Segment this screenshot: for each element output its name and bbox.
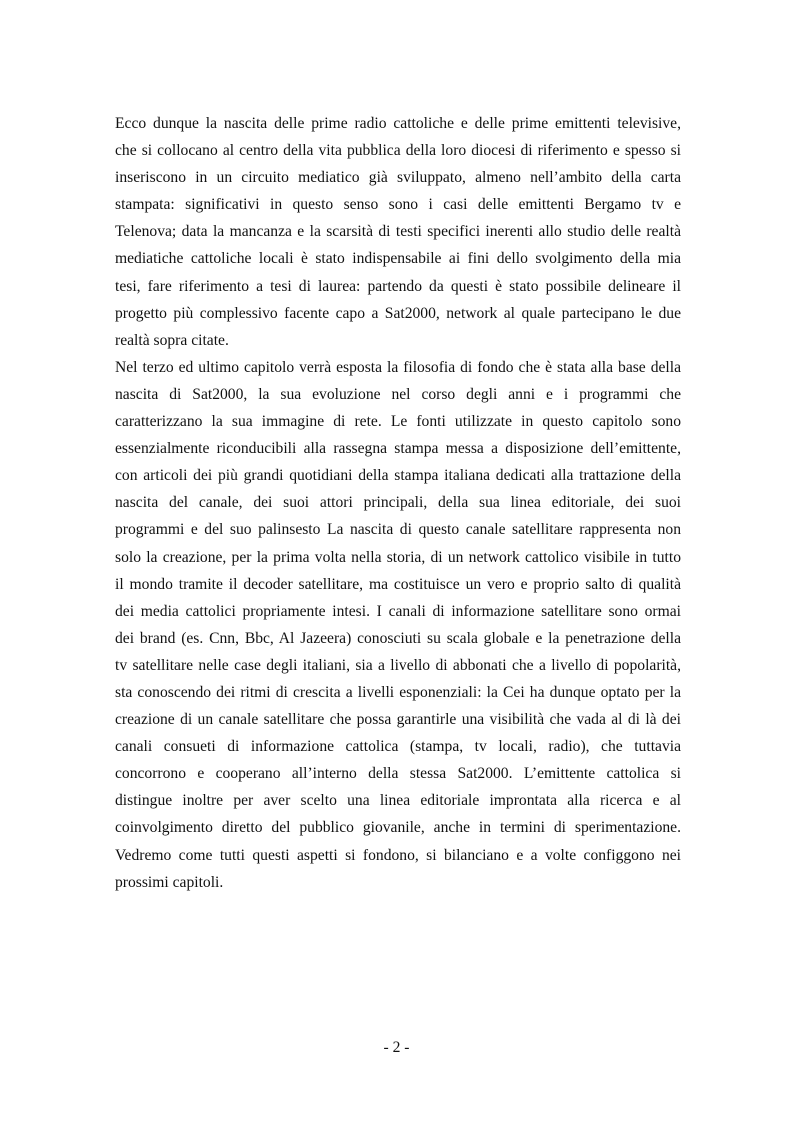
text-line: dei brand (es. Cnn, Bbc, Al Jazeera) conosciuti su scala globale e la penetrazione della: [115, 629, 681, 647]
text-line: Nel terzo ed ultimo capitolo verrà esposta la filosofia di fondo che è stata alla base della: [115, 358, 681, 376]
text-line: Ecco dunque la nascita delle prime radio cattoliche e delle prime emittenti televisive,: [115, 115, 681, 132]
text-line: programmi e del suo palinsesto La nascita di questo canale satellitare rappresenta non: [115, 521, 681, 539]
text-line: coinvolgimento diretto del pubblico giovanile, anche in termini di sperimentazione.: [115, 819, 681, 837]
text-line: progetto più complessivo facente capo a Sat2000, network al quale partecipano le due: [115, 304, 681, 322]
text-line: Vedremo come tutti questi aspetti si fondono, si bilanciano e a volte configgono nei: [115, 846, 681, 864]
text-line: il mondo tramite il decoder satellitare, ma costituisce un vero e proprio salto di qualità: [115, 575, 681, 593]
text-line: Telenova; data la mancanza e la scarsità di testi specifici inerenti allo studio delle realtà: [115, 223, 681, 241]
text-line: essenzialmente riconducibili alla rassegna stampa messa a disposizione dell’emittente,: [115, 440, 681, 458]
text-line: mediatiche cattoliche locali è stato indispensabile ai fini dello svolgimento della mia: [115, 250, 681, 268]
page-number: - 2 -: [383, 1039, 410, 1056]
text-line: concorrono e cooperano all’interno della stessa Sat2000. L’emittente cattolica si: [115, 765, 681, 783]
text-line: con articoli dei più grandi quotidiani della stampa italiana dedicati alla trattazione della: [115, 467, 681, 485]
text-line: nascita di Sat2000, la sua evoluzione nel corso degli anni e i programmi che: [115, 385, 681, 403]
text-line: sta conoscendo dei ritmi di crescita a livelli esponenziali: la Cei ha dunque optato per la: [115, 683, 681, 701]
text-line: solo la creazione, per la prima volta nella storia, di un network cattolico visibile in tutto: [115, 548, 681, 566]
text-line: tesi, fare riferimento a tesi di laurea: partendo da questi è stato possibile delineare il: [115, 277, 681, 295]
text-line: creazione di un canale satellitare che possa garantirle una visibilità che vada al di là dei: [115, 711, 681, 729]
text-line: prossimi capitoli.: [115, 873, 224, 891]
text-line: inseriscono in un circuito mediatico già sviluppato, almeno nell’ambito della carta: [115, 169, 681, 187]
text-line: caratterizzano la sua immagine di rete. Le fonti utilizzate in questo capitolo sono: [115, 413, 681, 431]
text-line: nascita del canale, dei suoi attori principali, della sua linea editoriale, dei suoi: [115, 494, 681, 512]
text-line: distingue inoltre per aver scelto una linea editoriale improntata alla ricerca e al: [115, 792, 681, 810]
text-line: realtà sopra citate.: [115, 331, 229, 349]
paragraph: [115, 110, 681, 354]
paragraph: [115, 354, 681, 896]
body-text: [115, 110, 681, 896]
text-line: canali consueti di informazione cattolica (stampa, tv locali, radio), che tuttavia: [115, 738, 681, 756]
text-line: dei media cattolici propriamente intesi. I canali di informazione satellitare sono ormai: [115, 602, 681, 620]
text-line: che si collocano al centro della vita pubblica della loro diocesi di riferimento e spesso si: [115, 142, 681, 160]
text-line: stampata: significativi in questo senso sono i casi delle emittenti Bergamo tv e: [115, 196, 681, 214]
text-line: tv satellitare nelle case degli italiani, sia a livello di abbonati che a livello di popolarità,: [115, 656, 681, 674]
